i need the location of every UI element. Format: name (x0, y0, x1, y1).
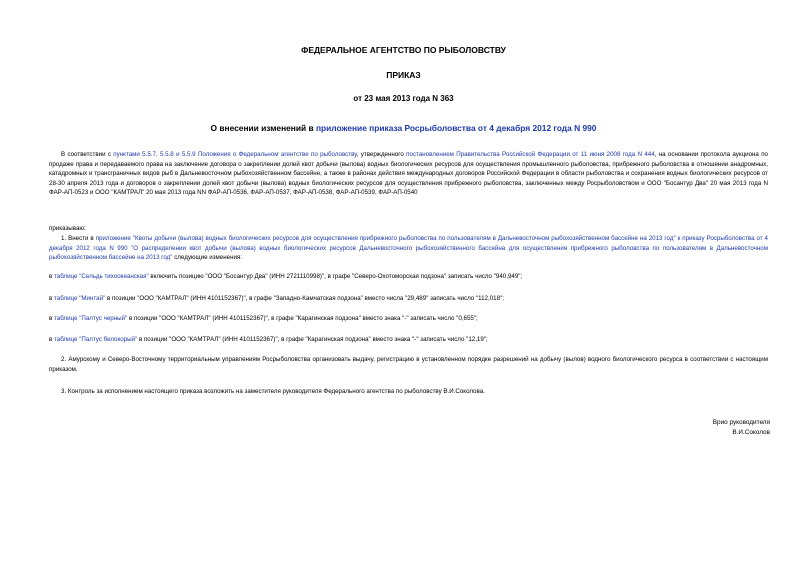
item-1-lead: 1. Внести в (61, 235, 96, 242)
document-title (0, 123, 807, 133)
preamble-mid: , утвержденного (356, 151, 407, 158)
change-prefix: в (49, 315, 55, 322)
agency-heading: ФЕДЕРАЛЬНОЕ АГЕНТСТВО ПО РЫБОЛОВСТВУ (301, 45, 506, 55)
quota-appendix-link[interactable]: приложение "Квоты добычи (вылова) водных биологических ресурсов для осуществления прибрежного рыболовства по пользователям в Дальневосточном рыбохозяйственном бассейне на 2013 год" к приказу Росрыболовства от 4 декабря 2012 года N 990 "О распределении квот добычи (вылова) водных биологических ресурсов Дальневосточного рыбохозяйственного бассейна для осуществления прибрежного рыболовства по пользователям в Дальневосточном рыбохозяйственном бассейне на 2013 год" (49, 235, 768, 262)
change-text: в позиции "ООО "КАМТРАЛ" (ИНН 4101152367)", в графе "Карагинская подзона" вместо знака "-" записать число "0,655"; (127, 315, 478, 322)
change-item-black-halibut (49, 314, 478, 324)
title-prefix: О внесении изменений в (210, 123, 316, 133)
black-halibut-table-link[interactable]: таблице "Палтус черный" (54, 315, 128, 322)
date-number-heading: от 23 мая 2013 года N 363 (353, 94, 454, 103)
change-item-pollock (49, 294, 504, 304)
change-prefix: в (49, 295, 55, 302)
change-text: в позиции "ООО "КАМТРАЛ" (ИНН 4101152367)", в графе "Карагинская подзона" вместо знака "-" записать число "12,19"; (137, 336, 488, 343)
change-prefix: в (49, 273, 55, 280)
change-prefix: в (49, 336, 55, 343)
change-text: включить позицию "ООО "Босантур Два" (ИНН 2721110998)", в графе "Северо-Охотоморская подзона" записать число "940,949"; (148, 273, 523, 280)
white-halibut-table-link[interactable]: таблице "Палтус белокорый" (54, 336, 138, 343)
preamble-lead: В соответствии с (61, 151, 114, 158)
item-3-paragraph: 3. Контроль за исполнением настоящего приказа возложить на заместителя руководителя Федерального агентства по рыболовству В.И.Соколова. (61, 388, 485, 395)
signatory-name: В.И.Соколов (732, 429, 770, 436)
change-item-white-halibut (49, 335, 488, 345)
amended-order-link[interactable]: приложение приказа Росрыболовства от 4 декабря 2012 года N 990 (315, 123, 597, 133)
signatory-position: Врио руководителя (712, 419, 770, 426)
item-1-paragraph (49, 234, 768, 263)
item-1-tail: следующие изменения: (172, 254, 243, 262)
item-2-paragraph: 2. Амурскому и Северо-Восточному территориальным управлениям Росрыболовства организовать выдачу, регистрацию в установленном порядке разрешений на добычу (вылов) водного биологического ресурса в соответствии с настоящим приказом. (49, 356, 768, 373)
doc-type-heading: ПРИКАЗ (386, 70, 421, 80)
change-item-herring (49, 272, 522, 282)
pollock-table-link[interactable]: таблице "Минтай" (54, 295, 106, 302)
regulation-points-link[interactable]: пунктами 5.5.7, 5.5.8 и 5.5.9 Положения о Федеральном агентстве по рыболовству (113, 151, 357, 158)
change-text: в позиции "ООО "КАМТРАЛ" (ИНН 4101152367)", в графе "Западно-Камчатская подзона" вместо числа "29,489" записать число "112,018"; (105, 295, 504, 302)
order-word: приказываю: (49, 225, 86, 232)
herring-table-link[interactable]: таблице "Сельдь тихоокеанская" (54, 273, 149, 280)
preamble-rest: , на основании протокола аукциона по продаже права и передаваемого права на заключение договора о закреплении долей квот добычи (вылова) водных биологических ресурсов для осуществления промышленного рыболовства, прибрежного рыболовства в отношении анадромных, катадромных и трансграничных видов рыб в Дальневосточном рыбохозяйственном бассейне, а также в районах действия международных договоров Российской Федерации в области рыболовства и сохранения водных биологических ресурсов от 28-30 апреля 2013 года и договоров о закреплении долей квот добычи (вылова) водных биологических ресурсов для осуществления прибрежного рыболовства, заключенных между Росрыболовством и ООО "Босантур Два" 20 мая 2013 года N ФАР-АП-0523 и ООО "КАМТРАЛ" 20 мая 2013 года NN ФАР-АП-0536, ФАР-АП-0537, ФАР-АП-0538, ФАР-АП-0539, ФАР-АП-0540 (49, 151, 768, 197)
preamble-paragraph (49, 150, 768, 198)
government-decree-link[interactable]: постановлением Правительства Российской Федерации от 11 июня 2008 года N 444 (406, 151, 655, 158)
